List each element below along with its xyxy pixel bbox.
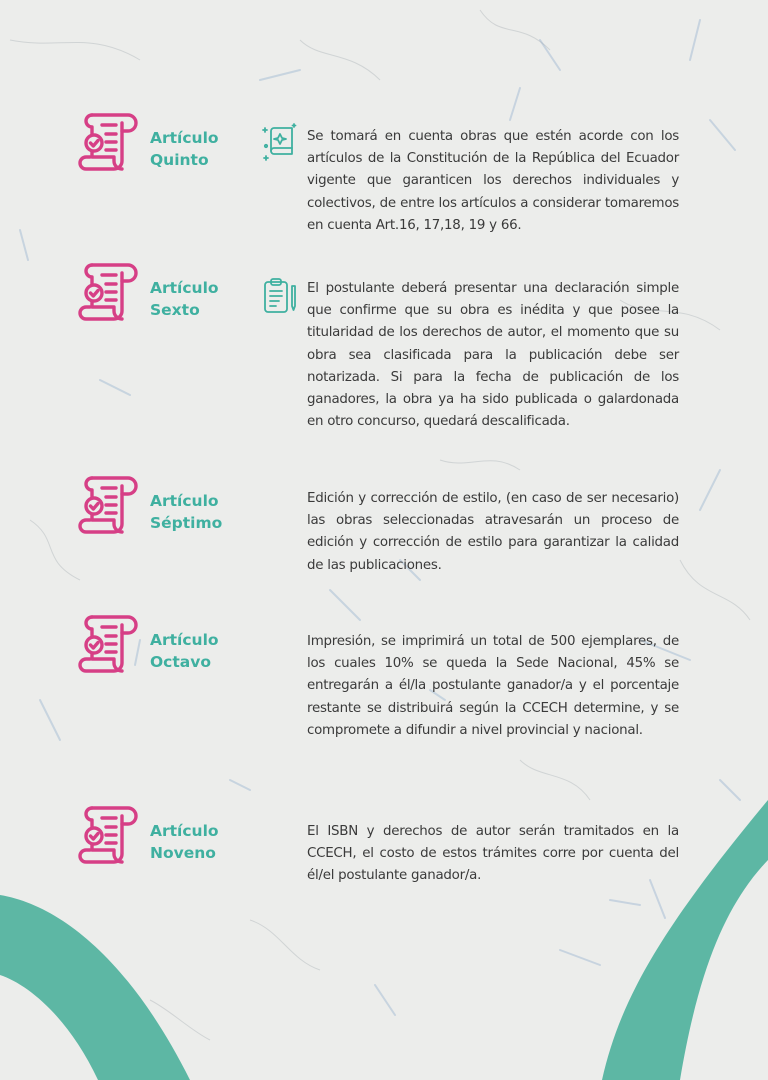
article-text: El ISBN y derechos de autor serán tramitados en la CCECH, el costo de estos trámites corre por cuenta del él/el postulante ganador/a.: [307, 824, 679, 884]
scroll-check-icon: [78, 613, 140, 675]
scroll-check-icon: [78, 261, 140, 323]
scroll-check-icon: [78, 111, 140, 173]
article-text: El postulante deberá presentar una declaración simple que confirme que su obra es inédita y que posee la titularidad de los derechos de autor, el momento que su obra sea clasificada para la publicación debe ser notarizada. Si para la fecha de publicación de los ganadores, la obra ya ha sido publicada o galardonada en otro concurso, quedará descalificada.: [307, 281, 679, 430]
article-text: Edición y corrección de estilo, (en caso de ser necesario) las obras seleccionadas atravesarán un proceso de edición y corrección de estilo para garantizar la calidad de las publicaciones.: [307, 491, 679, 573]
scroll-check-icon: [78, 474, 140, 536]
article-title-line2: Quinto: [150, 151, 209, 169]
article-title: [150, 277, 260, 321]
article-text: Impresión, se imprimirá un total de 500 ejemplares, de los cuales 10% se queda la Sede Nacional, 45% se entregarán a él/la postulante ganador/a y el porcentaje restante se distribuirá según la CCECH determine, y se compromete a difundir a nivel provincial y nacional.: [307, 634, 679, 738]
scroll-check-icon: [78, 804, 140, 866]
article-title-line2: Octavo: [150, 653, 211, 671]
article-title-line1: Artículo: [150, 822, 219, 840]
article-title: [150, 127, 260, 171]
article-text: Se tomará en cuenta obras que estén acorde con los artículos de la Constitución de la República del Ecuador vigente que garanticen los derechos individuales y colectivos, de entre los artículos a considerar tomaremos en cuenta Art.16, 17,18, 19 y 66.: [307, 129, 679, 233]
article-title: [150, 820, 260, 864]
article-title-line1: Artículo: [150, 631, 219, 649]
article-title: [150, 629, 260, 673]
article-title-line2: Noveno: [150, 844, 216, 862]
article-title-line2: Sexto: [150, 301, 200, 319]
clipboard-pencil-icon: [262, 276, 298, 316]
sparkling-book-icon: [262, 122, 298, 162]
article-title: [150, 490, 260, 534]
article-title-line1: Artículo: [150, 492, 219, 510]
article-title-line1: Artículo: [150, 129, 219, 147]
article-title-line1: Artículo: [150, 279, 219, 297]
article-title-line2: Séptimo: [150, 514, 223, 532]
